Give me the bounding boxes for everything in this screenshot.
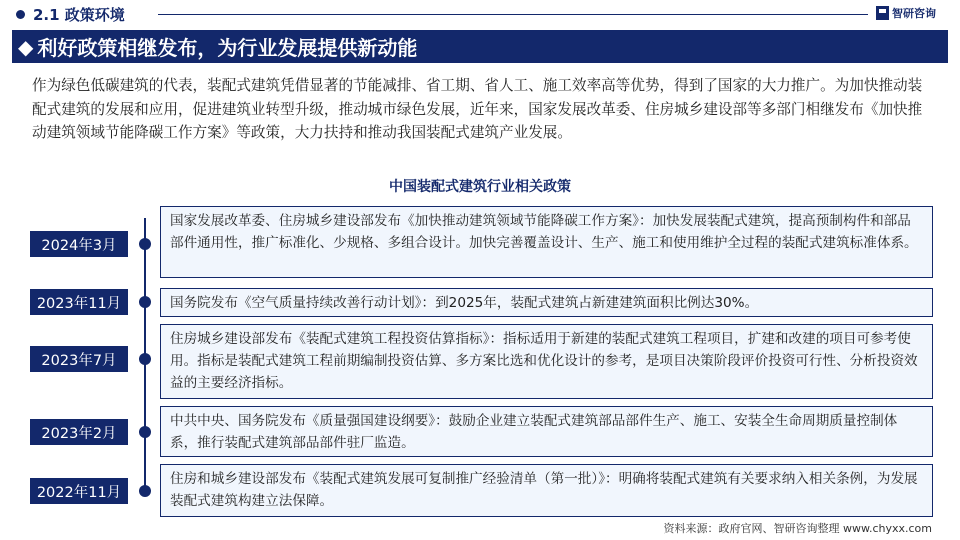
diamond-icon: ◆ bbox=[18, 34, 34, 59]
logo-icon bbox=[876, 6, 889, 20]
source-note: 资料来源：政府官网、智研咨询整理 www.chyxx.com bbox=[663, 522, 932, 535]
bullet-icon bbox=[16, 10, 25, 19]
section-title: 2.1 政策环境 bbox=[33, 6, 125, 24]
page-title: 利好政策相继发布，为行业发展提供新动能 bbox=[37, 36, 418, 60]
intro-paragraph: 作为绿色低碳建筑的代表，装配式建筑凭借显著的节能减排、省工期、省人工、施工效率高等优势，得到了国家的大力推广。为加快推动装配式建筑的发展和应用，促进建筑业转型升级，推动城市绿色发展，近年来，国家发展改革委、住房城乡建设部等多部门相继发布《加快推动建筑领域节能降碳工作方案》等政策，大力扶持和推动我国装配式建筑产业发展。 bbox=[32, 77, 923, 141]
timeline-dot bbox=[139, 485, 151, 497]
title-bar bbox=[12, 30, 948, 63]
timeline-dot bbox=[139, 238, 151, 250]
brand-logo bbox=[876, 5, 936, 21]
timeline-dot bbox=[139, 353, 151, 365]
date-label: 2024年3月 bbox=[30, 231, 128, 257]
policy-box: 国家发展改革委、住房城乡建设部发布《加快推动建筑领域节能降碳工作方案》：加快发展装配式建筑，提高预制构件和部品部件通用性，推广标准化、少规格、多组合设计。加快完善覆盖设计、生产、施工和使用维护全过程的装配式建筑标准体系。 bbox=[160, 206, 933, 278]
date-label: 2023年7月 bbox=[30, 346, 128, 372]
header-divider bbox=[158, 14, 868, 15]
date-label: 2023年2月 bbox=[30, 419, 128, 445]
date-label: 2022年11月 bbox=[30, 478, 128, 504]
timeline-dot bbox=[139, 296, 151, 308]
timeline-dot bbox=[139, 426, 151, 438]
section-heading bbox=[16, 4, 125, 25]
logo-text: 智研咨询 bbox=[892, 7, 936, 20]
policy-box: 住房城乡建设部发布《装配式建筑工程投资估算指标》：指标适用于新建的装配式建筑工程项目，扩建和改建的项目可参考使用。指标是装配式建筑工程前期编制投资估算、多方案比选和优化设计的参考，是项目决策阶段评价投资可行性、分析投资效益的主要经济指标。 bbox=[160, 324, 933, 399]
date-label: 2023年11月 bbox=[30, 289, 128, 315]
policy-box: 住房和城乡建设部发布《装配式建筑发展可复制推广经验清单（第一批）》：明确将装配式建筑有关要求纳入相关条例，为发展装配式建筑构建立法保障。 bbox=[160, 464, 933, 517]
policy-box: 国务院发布《空气质量持续改善行动计划》：到2025年，装配式建筑占新建建筑面积比例达30%。 bbox=[160, 288, 933, 317]
policy-box: 中共中央、国务院发布《质量强国建设纲要》：鼓励企业建立装配式建筑部品部件生产、施工、安装全生命周期质量控制体系，推行装配式建筑部品部件驻厂监造。 bbox=[160, 406, 933, 457]
timeline-title: 中国装配式建筑行业相关政策 bbox=[389, 179, 571, 195]
